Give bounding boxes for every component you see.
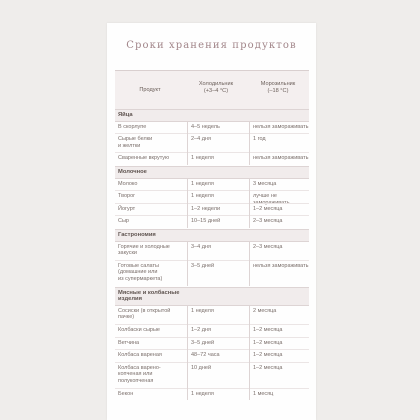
freezer-cell: нельзя замораживать [253,262,309,269]
table-row [115,391,309,404]
product-cell: Сырые белки и желтки [118,136,153,149]
document-page [107,23,316,420]
header-freezer: Морозильник (–18 °С) [260,81,296,94]
table-row [115,206,309,219]
product-cell: Колбаски сырые [118,327,160,333]
row-separator [115,349,309,350]
freezer-cell: 1–2 месяца [253,364,283,371]
product-cell: Горячие и холодные закуски [118,243,170,257]
table-row [115,340,309,353]
section-header [115,166,309,179]
table-row [115,327,309,340]
fridge-cell: 10 дней [191,364,212,371]
column-divider [249,121,250,165]
column-divider [187,121,188,165]
product-cell: Колбаса вареная [118,352,162,359]
section-name: Молочное [118,169,147,175]
fridge-cell: 1 неделя [191,307,214,314]
fridge-cell: 1–2 недели [191,205,221,212]
freezer-cell: лучше не [253,193,277,200]
row-separator [115,203,309,204]
row-separator [115,215,309,216]
section-name: Мясные и колбасные изделия [118,289,180,303]
fridge-cell: 1 неделя [191,193,214,200]
fridge-cell: 3–5 дней [191,339,215,346]
freezer-cell: 1 месяц [253,390,274,397]
row-separator [115,190,309,191]
row-separator [115,152,309,153]
row-separator [115,337,309,338]
freezer-cell: 1–2 месяца [253,327,283,333]
product-cell: Бекон [118,390,134,397]
fridge-cell: 1 неделя [191,180,214,187]
column-divider [249,178,250,228]
row-separator [115,324,309,325]
page-title: Сроки хранения продуктов [126,40,297,51]
fridge-cell: 1 неделя [191,390,214,397]
product-cell: Сваренные вкрутую [118,155,170,162]
fridge-cell: 1 неделя [191,155,214,162]
header-product: Продукт [139,87,161,93]
fridge-cell: 1–2 дня [191,327,211,333]
freezer-cell: 1 год [253,136,266,143]
freezer-cell: 1–2 месяца [253,339,283,346]
freezer-cell: 1–2 месяца [253,205,283,212]
section-header [115,229,309,242]
fridge-cell: 3–5 дней [191,262,215,269]
column-divider [187,305,188,400]
product-cell: Молоко [118,180,138,187]
table-row [115,352,309,365]
freezer-cell: 2–3 месяца [253,243,283,250]
product-cell: Сосиски (в открытой пачке) [118,307,171,321]
section-name: Яйца [118,112,133,118]
column-divider [249,241,250,286]
freezer-cell: 2–3 месяца [253,218,283,225]
section-name: Гастрономия [118,232,156,238]
table-row [115,181,309,194]
column-divider [249,305,250,400]
freezer-cell: 1–2 месяца [253,352,283,359]
freezer-cell: 2 месяца [253,307,277,314]
product-cell: Готовые салаты (домашние или из супермаркета) [118,262,163,282]
section-header [115,109,309,122]
freezer-cell: нельзя замораживать [253,123,309,130]
freezer-cell: 3 месяца [253,180,277,187]
table-row [115,193,309,206]
product-cell: Йогурт [118,205,136,212]
product-cell: В скорлупе [118,123,147,130]
table-row [115,263,309,289]
fridge-cell: 4–5 недель [191,123,220,130]
fridge-cell: 48–72 часа [191,352,220,359]
fridge-cell: 2–4 дня [191,136,211,143]
column-divider [187,178,188,228]
product-cell: Колбаса варено- копченая или полукопченая [118,364,161,384]
row-separator [115,133,309,134]
product-cell: Сыр [118,218,129,225]
row-separator [115,362,309,363]
section-header [115,287,309,306]
product-cell: Ветчина [118,339,140,346]
table-row [115,124,309,137]
column-divider [187,241,188,286]
product-cell: Творог [118,193,136,200]
table-header [115,70,309,110]
row-separator [115,388,309,389]
fridge-cell: 10–15 дней [191,218,221,225]
freezer-cell: нельзя замораживать [253,155,309,162]
row-separator [115,260,309,261]
fridge-cell: 3–4 дня [191,243,211,250]
header-fridge: Холодильник (+3–4 °С) [198,81,234,94]
